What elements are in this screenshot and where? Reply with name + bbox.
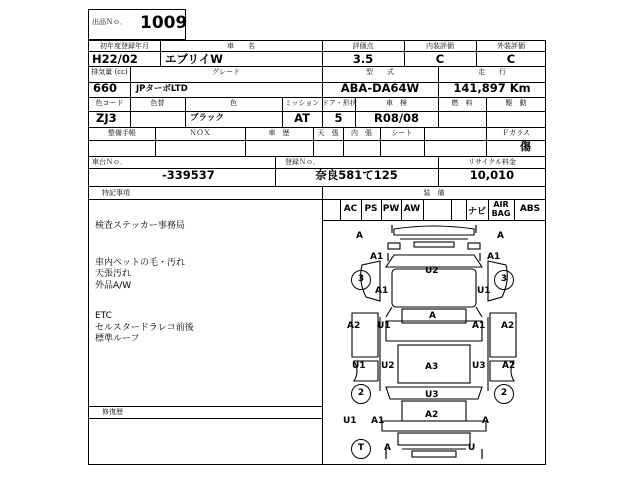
chassis-number: -339537 xyxy=(162,168,215,182)
mission: AT xyxy=(294,111,310,125)
equipment-label: 装 備 xyxy=(423,189,445,197)
color-label: 色 xyxy=(230,99,237,107)
lot-number: 1009 xyxy=(140,13,188,33)
interior-score-label: 内装評価 xyxy=(426,42,454,50)
damage-mark: U1 xyxy=(352,361,366,371)
history-label: 車 歴 xyxy=(268,129,290,137)
fuel-label: 燃 料 xyxy=(451,99,473,107)
damage-mark: U1 xyxy=(477,286,491,296)
displacement: 660 xyxy=(93,81,118,95)
damage-mark: A xyxy=(356,231,363,241)
recycle-fee: 10,010 xyxy=(469,168,515,182)
damage-mark: A xyxy=(482,416,489,426)
inspection-label: 車 検 xyxy=(386,99,407,107)
note-line xyxy=(95,292,194,311)
damage-mark: A2 xyxy=(425,410,439,420)
damage-mark: A2 xyxy=(501,321,515,331)
displacement-label: 排気量 (cc) xyxy=(91,68,128,76)
note-line: 天張汚れ xyxy=(95,269,132,279)
vehicle-diagram xyxy=(322,221,546,465)
damage-mark: A2 xyxy=(347,321,361,331)
damage-mark: A3 xyxy=(425,362,439,372)
lot-number-label: 出品Ｎｏ． xyxy=(92,18,127,26)
equip-airbag: AIR BAG xyxy=(491,200,511,218)
color-code: ZJ3 xyxy=(96,111,117,125)
score-label: 評価点 xyxy=(352,42,374,50)
damage-mark: A1 xyxy=(375,286,389,296)
drive-label: 駆 動 xyxy=(505,99,527,107)
door-count: 5 xyxy=(334,111,343,125)
equip-ps: PS xyxy=(364,204,378,214)
equip-abs: ABS xyxy=(519,204,541,214)
note-line: 外品A/W xyxy=(95,280,132,291)
registration-year: H22/02 xyxy=(92,52,138,66)
equipment-grid xyxy=(322,199,546,221)
damage-mark: A xyxy=(497,231,504,241)
damage-mark: A1 xyxy=(371,416,385,426)
damage-mark: U1 xyxy=(343,416,357,426)
damage-mark: A1 xyxy=(472,321,486,331)
mileage-label: 走 行 xyxy=(478,68,506,76)
damage-mark: A xyxy=(384,443,391,453)
interior-score: C xyxy=(435,52,445,66)
car-name-label: 車 名 xyxy=(227,42,255,50)
grade-label: グレード xyxy=(212,68,240,76)
equipment-cell xyxy=(322,199,340,220)
wheel-circle: T xyxy=(351,439,371,459)
wheel-circle: 2 xyxy=(494,384,514,404)
inspection: R08/08 xyxy=(373,111,420,125)
equip-aw: AW xyxy=(403,204,421,214)
damage-mark: U2 xyxy=(425,266,439,276)
note-line: ETC xyxy=(95,311,112,321)
note-line: 標準ルーフ xyxy=(95,334,140,344)
wheel-circle: 3 xyxy=(351,270,371,290)
repair-history-label: 修復歴 xyxy=(102,408,123,416)
maintenance-label: 整備手帳 xyxy=(108,129,136,137)
chassis-label: 車台Ｎｏ． xyxy=(92,158,127,166)
damage-mark: A1 xyxy=(487,252,501,262)
ceiling-label: 天 張 xyxy=(317,129,339,137)
damage-mark: U3 xyxy=(425,390,439,400)
recycle-label: リサイクル料金 xyxy=(467,158,517,166)
wheel-circle: 2 xyxy=(351,384,371,404)
equip-ac: AC xyxy=(343,204,358,214)
model-code: ABA-DA64W xyxy=(340,81,420,95)
registration-number: 奈良581て125 xyxy=(315,168,398,182)
color: ブラック xyxy=(190,113,224,123)
damage-mark: U3 xyxy=(472,361,486,371)
equip-pw: PW xyxy=(382,204,400,214)
notes-label: 特記事項 xyxy=(102,189,130,197)
registration-label: 登録Ｎｏ． xyxy=(285,158,320,166)
color-change-label: 色替 xyxy=(150,99,165,107)
notes-list xyxy=(95,221,194,346)
mission-label: ミッション xyxy=(284,99,320,107)
glass-value: 傷 xyxy=(520,140,531,153)
note-line: 車内ペットの毛・汚れ xyxy=(95,257,186,268)
damage-mark: U2 xyxy=(381,361,395,371)
nox-label: ＮＯＸ xyxy=(189,129,211,137)
damage-mark: U xyxy=(468,443,476,453)
grade: JPターボLTD xyxy=(136,84,188,94)
glass-label: Ｆガラス xyxy=(502,129,530,137)
seat-label: シート xyxy=(391,129,413,137)
mileage: 141,897 Km xyxy=(453,81,531,95)
model-label: 型 式 xyxy=(366,68,394,76)
note-line: セルスタードラレコ前後 xyxy=(95,322,194,333)
equip-navi: ナビ xyxy=(467,207,486,217)
damage-mark: A1 xyxy=(370,252,384,262)
exterior-score: C xyxy=(506,52,516,66)
damage-mark: A xyxy=(429,311,436,321)
year-label: 初年度登録年月 xyxy=(100,42,149,50)
damage-mark: A2 xyxy=(502,361,516,371)
car-name: エブリイW xyxy=(165,52,223,66)
interior-lining-label: 内 張 xyxy=(351,129,372,137)
note-line: 検査ステッカー事務局 xyxy=(95,221,185,231)
door-label: ドア・形状 xyxy=(322,99,357,107)
damage-mark: U1 xyxy=(377,321,391,331)
note-line xyxy=(95,233,194,258)
wheel-circle: 3 xyxy=(494,270,514,290)
score: 3.5 xyxy=(352,52,374,66)
color-code-label: 色コード xyxy=(95,99,124,107)
exterior-score-label: 外装評価 xyxy=(497,42,525,50)
